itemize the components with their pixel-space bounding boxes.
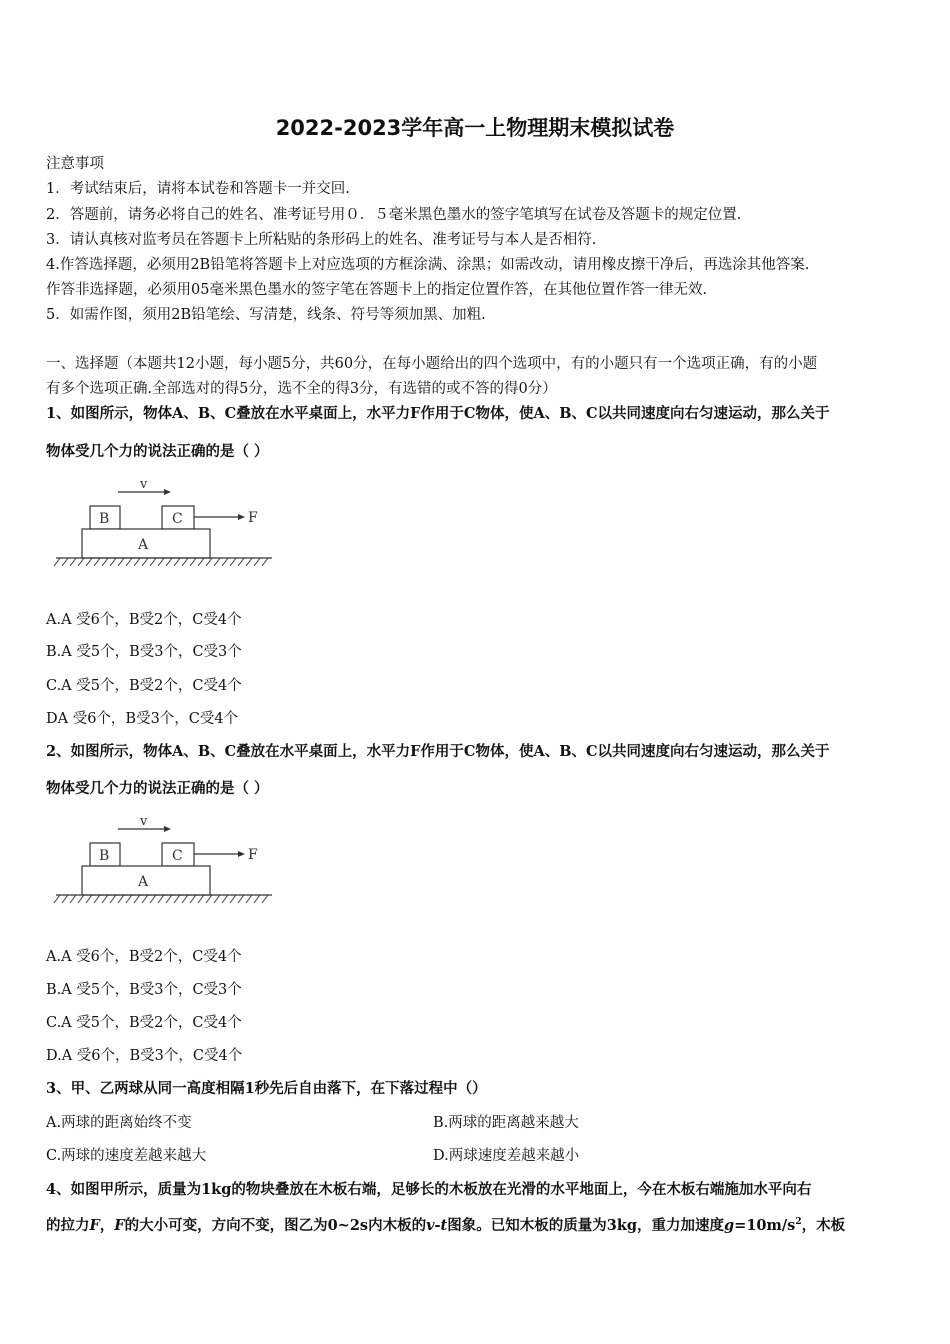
q1-stem: 1、如图所示，物体A、B、C叠放在水平桌面上，水平力F作用于C物体，使A、B、C以共同速度向右匀速运动，那么关于 [46, 405, 830, 422]
notice-heading: 注意事项 [46, 156, 104, 172]
q4-text: ，木板 [801, 1217, 846, 1234]
q4-text: 的拉力 [46, 1217, 90, 1234]
q4-superscript: 2 [795, 1217, 802, 1228]
q4-g-symbol: g [724, 1217, 735, 1234]
block-c-label: C [172, 848, 183, 864]
force-f-label: F [248, 847, 258, 863]
q1-stem-cont: 物体受几个力的说法正确的是（ ） [46, 443, 269, 460]
q1-option-b: B.A 受5个，B受3个，C受3个 [46, 644, 242, 660]
q3-option-b: B.两球的距离越来越大 [433, 1115, 579, 1131]
notice-item: 作答非选择题，必须用05毫米黑色墨水的签字笔在答题卡上的指定位置作答，在其他位置作答一律无效. [46, 282, 708, 298]
velocity-label: v [140, 477, 148, 492]
q2-option-a: A.A 受6个，B受2个，C受4个 [46, 949, 242, 965]
block-a-label: A [138, 874, 149, 890]
block-a-label: A [138, 537, 149, 553]
q3-option-c: C.两球的速度差越来越大 [46, 1148, 207, 1164]
notice-item: 1．考试结束后，请将本试卷和答题卡一并交回. [46, 181, 350, 197]
q3-option-d: D.两球速度差越来越小 [433, 1148, 580, 1164]
q4-text: ， [99, 1217, 115, 1234]
section-heading: 一、选择题（本题共12小题，每小题5分，共60分，在每小题给出的四个选项中，有的小题只有一个选项正确，有的小题 [46, 356, 818, 372]
q2-stem-cont: 物体受几个力的说法正确的是（ ） [46, 780, 269, 797]
q1-option-d: DA 受6个，B受3个，C受4个 [46, 711, 239, 727]
velocity-label: v [140, 814, 148, 829]
q2-option-d: D.A 受6个，B受3个，C受4个 [46, 1048, 243, 1064]
q3-stem: 3、甲、乙两球从同一高度相隔1秒先后自由落下，在下落过程中（） [46, 1080, 487, 1097]
q4-vt-symbol: v-t [426, 1217, 448, 1234]
q4-force-symbol: F [89, 1217, 100, 1234]
block-c-label: C [172, 511, 183, 527]
force-f-label: F [248, 510, 258, 526]
section-heading-cont: 有多个选项正确.全部选对的得5分，选不全的得3分，有选错的或不答的得0分） [46, 381, 557, 397]
q4-stem-cont [46, 1214, 845, 1235]
q4-text: 的大小可变，方向不变，图乙为0~2s内木板的 [124, 1217, 427, 1234]
q2-stem: 2、如图所示，物体A、B、C叠放在水平桌面上，水平力F作用于C物体，使A、B、C以共同速度向右匀速运动，那么关于 [46, 743, 830, 760]
q1-force-diagram [46, 474, 276, 586]
q2-option-b: B.A 受5个，B受3个，C受3个 [46, 982, 242, 998]
notice-item: 5．如需作图，须用2B铅笔绘、写清楚，线条、符号等须加黑、加粗. [46, 307, 486, 323]
q1-option-a: A.A 受6个，B受2个，C受4个 [46, 612, 242, 628]
q4-stem: 4、如图甲所示，质量为1kg的物块叠放在木板右端，足够长的木板放在光滑的水平地面上，今在木板右端施加水平向右 [46, 1181, 812, 1198]
q4-text: 图象。已知木板的质量为3kg，重力加速度 [447, 1217, 725, 1234]
q3-option-a: A.两球的距离始终不变 [46, 1115, 192, 1131]
notice-item: 2．答题前，请务必将自己的姓名、准考证号用０．５毫米黑色墨水的签字笔填写在试卷及答题卡的规定位置. [46, 207, 742, 223]
q4-force-symbol: F [114, 1217, 125, 1234]
q2-force-diagram [46, 811, 276, 923]
notice-item: 3．请认真核对监考员在答题卡上所粘贴的条形码上的姓名、准考证号与本人是否相符. [46, 232, 597, 248]
q1-option-c: C.A 受5个，B受2个，C受4个 [46, 678, 242, 694]
q4-text: =10m/s [734, 1217, 796, 1234]
q2-option-c: C.A 受5个，B受2个，C受4个 [46, 1015, 242, 1031]
notice-item: 4.作答选择题，必须用2B铅笔将答题卡上对应选项的方框涂满、涂黑；如需改动，请用橡皮擦干净后，再选涂其他答案. [46, 257, 810, 273]
page-title: 2022-2023学年高一上物理期末模拟试卷 [275, 116, 675, 140]
block-b-label: B [99, 511, 110, 527]
block-b-label: B [99, 848, 110, 864]
